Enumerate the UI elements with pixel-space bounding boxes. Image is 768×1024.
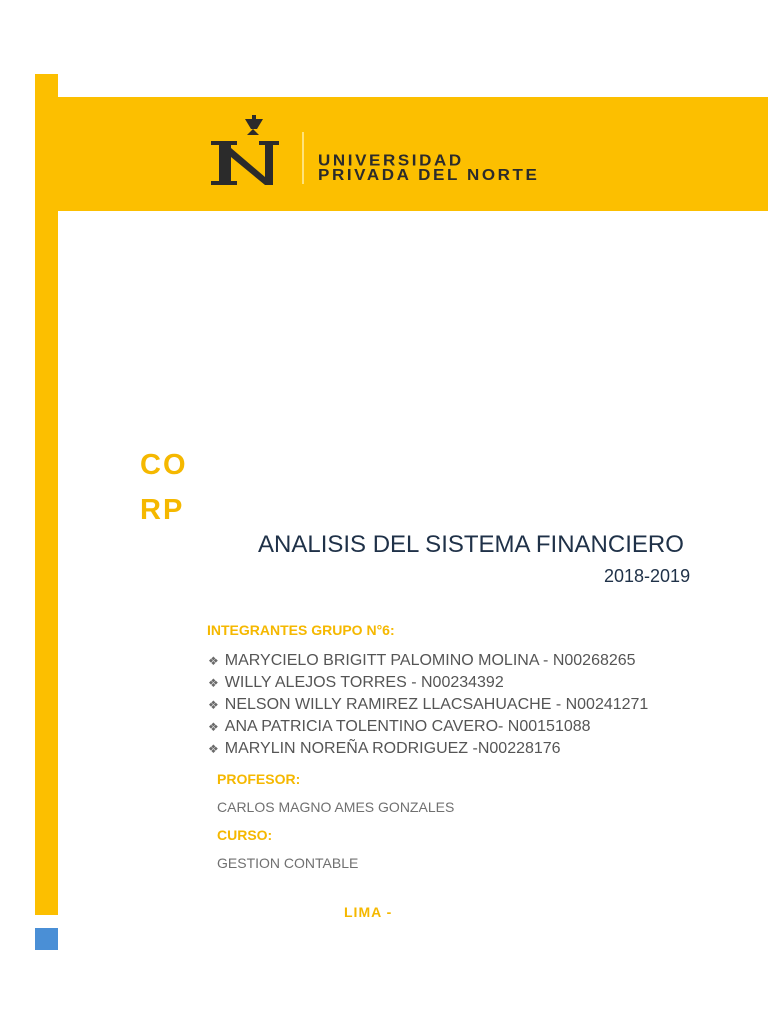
document-year: 2018-2019 [604, 566, 691, 586]
university-name [318, 154, 539, 183]
list-item [208, 694, 648, 716]
logo-divider [302, 132, 304, 184]
team-label: INTEGRANTES GRUPO N°6: [207, 622, 395, 638]
member-name: MARYCIELO BRIGITT PALOMINO MOLINA - N00268265 [224, 652, 636, 669]
university-name-line1: UNIVERSIDAD [318, 152, 464, 170]
list-item [208, 650, 648, 672]
city-label: LIMA - [344, 904, 393, 920]
member-list [208, 650, 648, 760]
blue-corner-square [35, 928, 58, 950]
diamond-bullet-icon: ❖ [208, 654, 219, 668]
university-name-line2: PRIVADA DEL NORTE [318, 166, 540, 184]
list-item [208, 716, 648, 738]
list-item [208, 672, 648, 694]
member-name: NELSON WILLY RAMIREZ LLACSAHUACHE - N00241271 [224, 696, 649, 713]
upn-n-logo-icon [207, 115, 297, 190]
curso-name: GESTION CONTABLE [217, 855, 359, 871]
curso-label: CURSO: [217, 827, 273, 843]
corp-text-line1: CO [140, 449, 188, 481]
profesor-name: CARLOS MAGNO AMES GONZALES [217, 799, 455, 815]
document-title: ANALISIS DEL SISTEMA FINANCIERO [258, 531, 684, 558]
corp-text-line2: RP [140, 494, 185, 526]
diamond-bullet-icon: ❖ [208, 742, 219, 756]
diamond-bullet-icon: ❖ [208, 698, 219, 712]
diamond-bullet-icon: ❖ [208, 720, 219, 734]
diamond-bullet-icon: ❖ [208, 676, 219, 690]
list-item [208, 738, 648, 760]
member-name: MARYLIN NOREÑA RODRIGUEZ -N00228176 [224, 740, 561, 757]
profesor-label: PROFESOR: [217, 771, 301, 787]
left-accent-bar [35, 74, 58, 915]
member-name: WILLY ALEJOS TORRES - N00234392 [224, 674, 504, 691]
member-name: ANA PATRICIA TOLENTINO CAVERO- N00151088 [224, 718, 591, 735]
